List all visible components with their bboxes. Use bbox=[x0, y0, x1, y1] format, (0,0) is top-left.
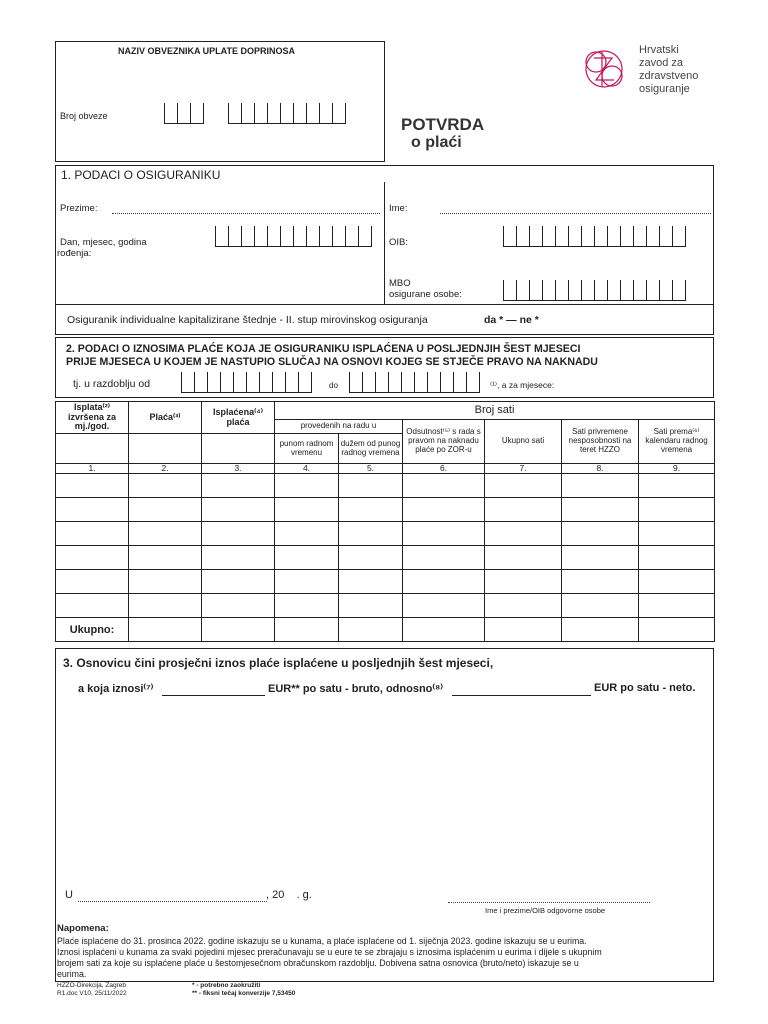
total-label: Ukupno: bbox=[56, 618, 129, 642]
mbo-label: MBO bbox=[389, 278, 411, 289]
prezime-label: Prezime: bbox=[60, 203, 98, 214]
col-header-provedenih: provedenih na radu u bbox=[275, 420, 403, 434]
hzzo-logo bbox=[582, 44, 722, 96]
logo-line-4: osiguranje bbox=[639, 83, 690, 95]
col-header-punom: punom radnom vremenu bbox=[275, 434, 339, 464]
place-input[interactable] bbox=[78, 901, 267, 902]
logo-line-2: zavod za bbox=[639, 57, 684, 69]
prezime-input[interactable] bbox=[112, 213, 380, 214]
note-title: Napomena: bbox=[57, 923, 109, 934]
section-1-title: 1. PODACI O OSIGURANIKU bbox=[61, 168, 221, 182]
broj-obveze-field-b[interactable] bbox=[228, 103, 346, 124]
place-prefix: U bbox=[65, 889, 73, 901]
broj-obveze-field-a[interactable] bbox=[164, 103, 204, 124]
signature-input[interactable] bbox=[448, 902, 650, 903]
table-row[interactable] bbox=[56, 522, 715, 546]
col-header-privremene: Sati privremene nesposobnosti na teret HZZO bbox=[562, 420, 639, 464]
col-header-isplata: Isplata⁽²⁾ izvršena za mj./god. bbox=[56, 402, 129, 434]
col-number: 1. bbox=[56, 464, 129, 474]
col-number: 2. bbox=[129, 464, 202, 474]
bruto-input[interactable] bbox=[162, 695, 265, 696]
logo-line-1: Hrvatski bbox=[639, 44, 679, 56]
payer-box bbox=[55, 41, 385, 162]
col-header-odsutnost: Odsutnost⁽⁵⁾ s rada s pravom na naknadu plaće po ZOR-u bbox=[403, 420, 485, 464]
table-row[interactable] bbox=[56, 546, 715, 570]
amount-line-mid: EUR** po satu - bruto, odnosno⁽⁸⁾ bbox=[268, 683, 443, 695]
section-3-box bbox=[55, 648, 714, 982]
col-number: 3. bbox=[202, 464, 275, 474]
section-3-title: 3. Osnovicu čini prosječni iznos plaće isplaćene u posljednjih šest mjeseci, bbox=[63, 656, 494, 670]
logo-line-3: zdravstveno bbox=[639, 70, 699, 82]
section-2-title-1: 2. PODACI O IZNOSIMA PLAĆE KOJA JE OSIGURANIKU ISPLAĆENA U POSLJEDNJIH ŠEST MJESECI bbox=[66, 343, 581, 355]
table-row[interactable] bbox=[56, 594, 715, 618]
footer-right-2: ** - fiksni tečaj konverzije 7,53450 bbox=[192, 990, 296, 997]
period-to-field[interactable] bbox=[349, 372, 480, 393]
amount-line-start: a koja iznosi⁽⁷⁾ bbox=[78, 683, 154, 695]
col-number: 8. bbox=[562, 464, 639, 474]
col-header-ukupno-sati: Ukupno sati bbox=[485, 420, 562, 464]
col-number: 9. bbox=[639, 464, 715, 474]
ime-label: Ime: bbox=[389, 203, 408, 214]
note-line-3: brojem sati za koje su isplaćene plaće u šestomjesečnom obračunskom razdoblju. Dobivena satna osnovica (bruto/neto) iskazuje se u bbox=[57, 958, 579, 968]
note-line-4: eurima. bbox=[57, 969, 87, 979]
pension-text: Osiguranik individualne kapitalizirane štednje - II. stup mirovinskog osiguranja bbox=[67, 314, 428, 326]
broj-sati-header: Broj sati bbox=[275, 402, 715, 420]
oib-label: OIB: bbox=[389, 237, 409, 248]
note-line-1: Plaće isplaćene do 31. prosinca 2022. godine iskazuju se u kunama, a plaće isplaćene od 1. siječnja 2023. godine iskazuju se u eurima. bbox=[57, 936, 587, 946]
doc-subtitle: o plaći bbox=[411, 134, 462, 151]
col-header-duzem: dužem od punog radnog vremena bbox=[339, 434, 403, 464]
col-header-isplacena: Isplaćena⁽⁴⁾ plaća bbox=[202, 402, 275, 434]
signature-caption: Ime i prezime/OIB odgovorne osobe bbox=[485, 906, 606, 915]
table-total-row[interactable] bbox=[56, 618, 715, 642]
section-1-hline bbox=[55, 304, 714, 305]
footer-left-1: HZZO-Direkcija, Zagreb bbox=[57, 982, 126, 989]
table-row[interactable] bbox=[56, 570, 715, 594]
col-number: 7. bbox=[485, 464, 562, 474]
period-note: ⁽¹⁾, a za mjesece: bbox=[490, 380, 555, 390]
doc-title: POTVRDA bbox=[401, 115, 485, 134]
section-1-divider bbox=[384, 182, 385, 305]
section-2-title-2: PRIJE MJESECA U KOJEM JE NASTUPIO SLUČAJ NA OSNOVI KOJEG SE STJEČE PRAVO NA NAKNADU bbox=[66, 356, 598, 368]
salary-table bbox=[55, 401, 715, 642]
col-header-placa: Plaća⁽³⁾ bbox=[129, 402, 202, 434]
broj-obveze-label: Broj obveze bbox=[60, 111, 108, 121]
period-to-label: do bbox=[329, 381, 338, 390]
dob-label-2: rođenja: bbox=[57, 248, 92, 259]
table-row[interactable] bbox=[56, 474, 715, 498]
col-number: 4. bbox=[275, 464, 339, 474]
period-from-field[interactable] bbox=[181, 372, 312, 393]
col-header-kalendar: Sati prema⁽⁶⁾ kalendaru radnog vremena bbox=[639, 420, 715, 464]
col-number: 6. bbox=[403, 464, 485, 474]
col-number: 5. bbox=[339, 464, 403, 474]
table-row[interactable] bbox=[56, 498, 715, 522]
footer-left-2: R1.doc V10, 25/11/2022 bbox=[57, 990, 127, 997]
payer-title: NAZIV OBVEZNIKA UPLATE DOPRINOSA bbox=[118, 46, 296, 56]
dob-field[interactable] bbox=[215, 226, 372, 247]
date-text: , 20 . g. bbox=[266, 889, 312, 901]
oib-field[interactable] bbox=[503, 226, 686, 247]
ime-input[interactable] bbox=[440, 213, 711, 214]
hzzo-logo-icon bbox=[582, 46, 626, 92]
pension-choice[interactable]: da * — ne * bbox=[484, 314, 539, 326]
note-line-2: Iznosi isplaćeni u kunama za svaki pojedini mjesec preračunavaju se u eure te se zbrajaju s iznosima isplaćenim u eurima i dijele s ukupnim bbox=[57, 947, 602, 957]
dob-label: Dan, mjesec, godina bbox=[60, 237, 147, 248]
mbo-field[interactable] bbox=[503, 280, 686, 301]
mbo-label-2: osigurane osobe: bbox=[389, 289, 462, 300]
amount-line-end: EUR po satu - neto. bbox=[594, 682, 696, 694]
period-from-label: tj. u razdoblju od bbox=[73, 378, 151, 390]
footer-right-1: * - potrebno zaokružiti bbox=[192, 982, 261, 989]
neto-input[interactable] bbox=[452, 695, 591, 696]
